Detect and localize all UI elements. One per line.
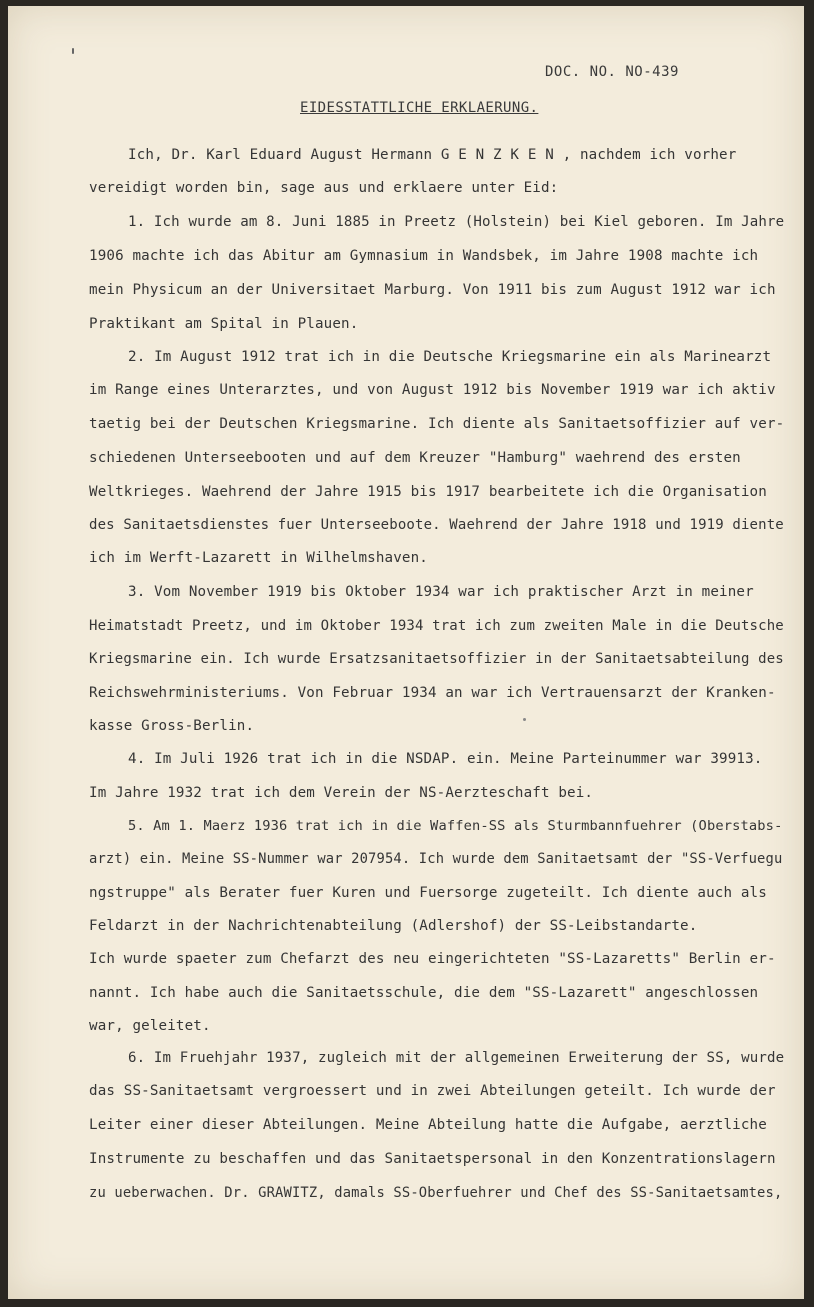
document-number: DOC. NO. NO-439: [545, 64, 679, 80]
text-line: Kriegsmarine ein. Ich wurde Ersatzsanitaetsoffizier in der Sanitaetsabteilung des: [89, 651, 784, 667]
text-line: Weltkrieges. Waehrend der Jahre 1915 bis 1917 bearbeitete ich die Organisation: [89, 484, 767, 500]
text-line: 4. Im Juli 1926 trat ich in die NSDAP. ein. Meine Parteinummer war 39913.: [128, 751, 763, 767]
text-line: arzt) ein. Meine SS-Nummer war 207954. Ich wurde dem Sanitaetsamt der "SS-Verfuegu: [89, 851, 783, 867]
text-line: 5. Am 1. Maerz 1936 trat ich in die Waffen-SS als Sturmbannfuehrer (Oberstabs-: [128, 818, 783, 834]
text-line: Leiter einer dieser Abteilungen. Meine Abteilung hatte die Aufgabe, aerztliche: [89, 1117, 767, 1133]
text-line: im Range eines Unterarztes, und von August 1912 bis November 1919 war ich aktiv: [89, 382, 776, 398]
text-line: das SS-Sanitaetsamt vergroessert und in zwei Abteilungen geteilt. Ich wurde der: [89, 1083, 776, 1099]
text-line: Heimatstadt Preetz, und im Oktober 1934 trat ich zum zweiten Male in die Deutsche: [89, 618, 784, 634]
text-line: 2. Im August 1912 trat ich in die Deutsche Kriegsmarine ein als Marinearzt: [128, 349, 772, 365]
text-line: Im Jahre 1932 trat ich dem Verein der NS-Aerzteschaft bei.: [89, 785, 594, 801]
text-line: nannt. Ich habe auch die Sanitaetsschule, die dem "SS-Lazarett" angeschlossen: [89, 985, 759, 1001]
text-line: Praktikant am Spital in Plauen.: [89, 316, 359, 332]
text-line: vereidigt worden bin, sage aus und erklaere unter Eid:: [89, 180, 559, 196]
text-line: taetig bei der Deutschen Kriegsmarine. Ich diente als Sanitaetsoffizier auf ver-: [89, 416, 785, 432]
text-line: kasse Gross-Berlin.: [89, 718, 255, 734]
text-line: ngstruppe" als Berater fuer Kuren und Fuersorge zugeteilt. Ich diente auch als: [89, 885, 767, 901]
text-line: Feldarzt in der Nachrichtenabteilung (Adlershof) der SS-Leibstandarte.: [89, 918, 698, 934]
text-line: Instrumente zu beschaffen und das Sanitaetspersonal in den Konzentrationslagern: [89, 1151, 776, 1167]
text-line: Reichswehrministeriums. Von Februar 1934 an war ich Vertrauensarzt der Kranken-: [89, 685, 776, 701]
text-line: 1906 machte ich das Abitur am Gymnasium in Wandsbek, im Jahre 1908 machte ich: [89, 248, 759, 264]
text-line: zu ueberwachen. Dr. GRAWITZ, damals SS-Oberfuehrer und Chef des SS-Sanitaetsamtes,: [89, 1185, 783, 1201]
text-line: des Sanitaetsdienstes fuer Unterseeboote. Waehrend der Jahre 1918 und 1919 diente: [89, 517, 784, 533]
text-line: 3. Vom November 1919 bis Oktober 1934 war ich praktischer Arzt in meiner: [128, 584, 754, 600]
text-line: Ich, Dr. Karl Eduard August Hermann G E N Z K E N , nachdem ich vorher: [128, 147, 737, 163]
text-line: 6. Im Fruehjahr 1937, zugleich mit der allgemeinen Erweiterung der SS, wurde: [128, 1050, 785, 1066]
text-line: ich im Werft-Lazarett in Wilhelmshaven.: [89, 550, 428, 566]
text-line: war, geleitet.: [89, 1018, 211, 1034]
document-title: EIDESSTATTLICHE ERKLAERUNG.: [300, 100, 539, 116]
speck: [523, 718, 526, 721]
text-line: mein Physicum an der Universitaet Marburg. Von 1911 bis zum August 1912 war ich: [89, 282, 776, 298]
text-line: Ich wurde spaeter zum Chefarzt des neu eingerichteten "SS-Lazaretts" Berlin er-: [89, 951, 776, 967]
edge-mark: [72, 48, 74, 54]
text-line: 1. Ich wurde am 8. Juni 1885 in Preetz (Holstein) bei Kiel geboren. Im Jahre: [128, 214, 785, 230]
text-line: schiedenen Unterseebooten und auf dem Kreuzer "Hamburg" waehrend des ersten: [89, 450, 741, 466]
